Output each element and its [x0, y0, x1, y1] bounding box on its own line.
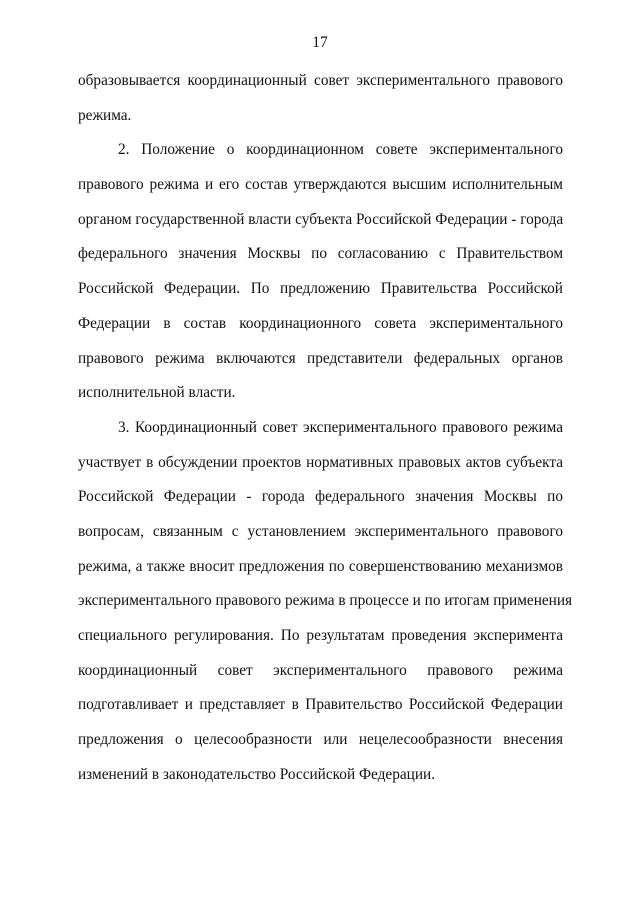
text-line: Российской Федерации. По предложению Правительства Российской	[78, 280, 563, 298]
text-line: экспериментального правового режима в процессе и по итогам применения	[78, 592, 573, 610]
text-line: предложения о целесообразности или нецелесообразности внесения	[78, 731, 563, 749]
text-line: Федерации в состав координационного совета экспериментального	[78, 314, 563, 332]
text-line: 3. Координационный совет экспериментального правового режима	[118, 418, 563, 436]
text-line: режима, а также вносит предложения по совершенствованию механизмов	[78, 557, 563, 575]
text-line: Российской Федерации - города федерального значения Москвы по	[78, 488, 563, 506]
paragraph	[78, 139, 563, 417]
text-line: образовывается координационный совет экспериментального правового	[78, 72, 563, 89]
page-number: 17	[312, 34, 328, 51]
paragraph	[78, 417, 573, 799]
text-line: федерального значения Москвы по согласованию с Правительством	[78, 245, 563, 263]
text-line: вопросам, связанным с установлением экспериментального правового	[78, 522, 563, 540]
text-line: правового режима включаются представители федеральных органов	[78, 349, 563, 367]
text-line: изменений в законодательство Российской Федерации.	[78, 765, 436, 783]
text-line: режима.	[78, 106, 132, 124]
text-line: подготавливает и представляет в Правительство Российской Федерации	[78, 696, 563, 714]
text-line: 2. Положение о координационном совете экспериментального	[118, 141, 563, 159]
paragraph	[78, 70, 563, 139]
text-line: правового режима и его состав утверждаются высшим исполнительным	[78, 176, 563, 194]
document-body	[78, 70, 573, 798]
text-line: координационный совет экспериментального правового режима	[78, 661, 563, 679]
text-line: специального регулирования. По результатам проведения эксперимента	[78, 627, 563, 644]
text-line: органом государственной власти субъекта Российской Федерации - города	[78, 210, 564, 228]
text-line: участвует в обсуждении проектов нормативных правовых актов субъекта	[78, 453, 563, 471]
text-line: исполнительной власти.	[78, 384, 236, 402]
